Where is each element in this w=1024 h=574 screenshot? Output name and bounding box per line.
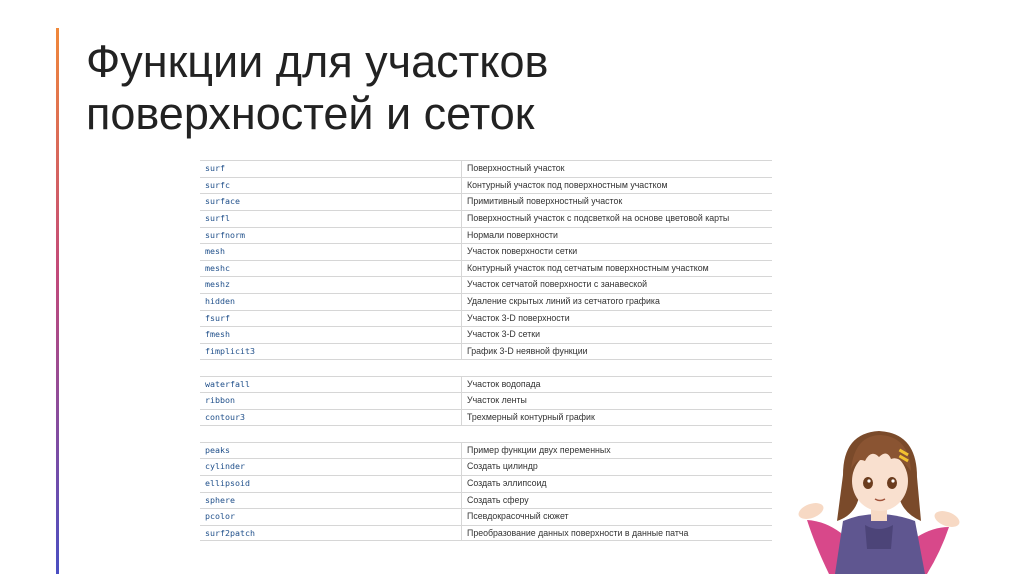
function-name-cell: ellipsoid: [200, 476, 462, 492]
function-name-cell: fmesh: [200, 327, 462, 343]
function-name-cell: surfnorm: [200, 228, 462, 244]
function-description-cell: Пример функции двух переменных: [467, 444, 611, 455]
function-description-cell: Участок поверхности сетки: [467, 246, 578, 257]
table-row: [200, 227, 772, 244]
function-name-cell: contour3: [200, 410, 462, 425]
slide-title-line-2: поверхностей и сеток: [86, 88, 535, 139]
table-row: [200, 193, 772, 210]
table-row: [200, 525, 772, 542]
table-row: [200, 326, 772, 343]
table-row: [200, 442, 772, 459]
slide-title-line-1: Функции для участков: [86, 36, 549, 87]
function-description-cell: Участок ленты: [467, 395, 527, 406]
function-description-cell: Преобразование данных поверхности в данные патча: [467, 527, 689, 538]
function-description-cell: Нормали поверхности: [467, 229, 558, 240]
table-row: [200, 310, 772, 327]
function-name-cell: mesh: [200, 244, 462, 260]
table-row: [200, 409, 772, 426]
table-row: [200, 492, 772, 509]
table-row: [200, 343, 772, 360]
function-name-cell: waterfall: [200, 377, 462, 393]
table-row: [200, 177, 772, 194]
accent-bar: [56, 28, 59, 574]
function-description-cell: Создать эллипсоид: [467, 477, 547, 488]
function-description-cell: Контурный участок под сетчатым поверхностным участком: [467, 262, 709, 273]
table-group-gap: [200, 426, 772, 442]
function-description-cell: Участок водопада: [467, 378, 541, 389]
function-description-cell: Псевдокрасочный сюжет: [467, 511, 569, 522]
function-name-cell: surfl: [200, 211, 462, 227]
table-row: [200, 475, 772, 492]
table-row: [200, 210, 772, 227]
function-description-cell: Создать цилиндр: [467, 461, 538, 472]
function-name-cell: pcolor: [200, 509, 462, 525]
function-name-cell: surf2patch: [200, 526, 462, 541]
function-name-cell: sphere: [200, 493, 462, 509]
table-row: [200, 243, 772, 260]
table-row: [200, 508, 772, 525]
table-row: [200, 392, 772, 409]
slide-title: [86, 36, 548, 140]
table-row: [200, 458, 772, 475]
function-description-cell: Поверхностный участок: [467, 163, 565, 173]
function-description-cell: Удаление скрытых линий из сетчатого графика: [467, 296, 660, 307]
function-description-cell: Участок сетчатой поверхности с занавеской: [467, 279, 648, 290]
function-name-cell: surfc: [200, 178, 462, 194]
function-name-cell: meshz: [200, 277, 462, 293]
function-name-cell: surface: [200, 194, 462, 210]
table-group-gap: [200, 360, 772, 376]
table-row: [200, 276, 772, 293]
function-description-cell: Поверхностный участок с подсветкой на основе цветовой карты: [467, 212, 730, 223]
function-name-cell: surf: [200, 161, 462, 177]
function-description-cell: График 3-D неявной функции: [467, 346, 588, 357]
function-name-cell: fimplicit3: [200, 344, 462, 359]
anime-girl-mascot-illustration: [795, 425, 965, 574]
function-description-cell: Примитивный поверхностный участок: [467, 196, 623, 207]
function-description-cell: Участок 3-D сетки: [467, 329, 540, 340]
function-name-cell: fsurf: [200, 311, 462, 327]
function-name-cell: hidden: [200, 294, 462, 310]
function-name-cell: peaks: [200, 443, 462, 459]
function-description-cell: Участок 3-D поверхности: [467, 312, 570, 323]
function-description-cell: Создать сферу: [467, 494, 529, 505]
function-description-cell: Контурный участок под поверхностным участком: [467, 179, 668, 190]
table-row: [200, 260, 772, 277]
function-description-cell: Трехмерный контурный график: [467, 411, 595, 422]
function-name-cell: meshc: [200, 261, 462, 277]
functions-table: [200, 160, 772, 541]
table-row: [200, 376, 772, 393]
function-name-cell: ribbon: [200, 393, 462, 409]
table-row: [200, 160, 772, 177]
table-row: [200, 293, 772, 310]
function-name-cell: cylinder: [200, 459, 462, 475]
